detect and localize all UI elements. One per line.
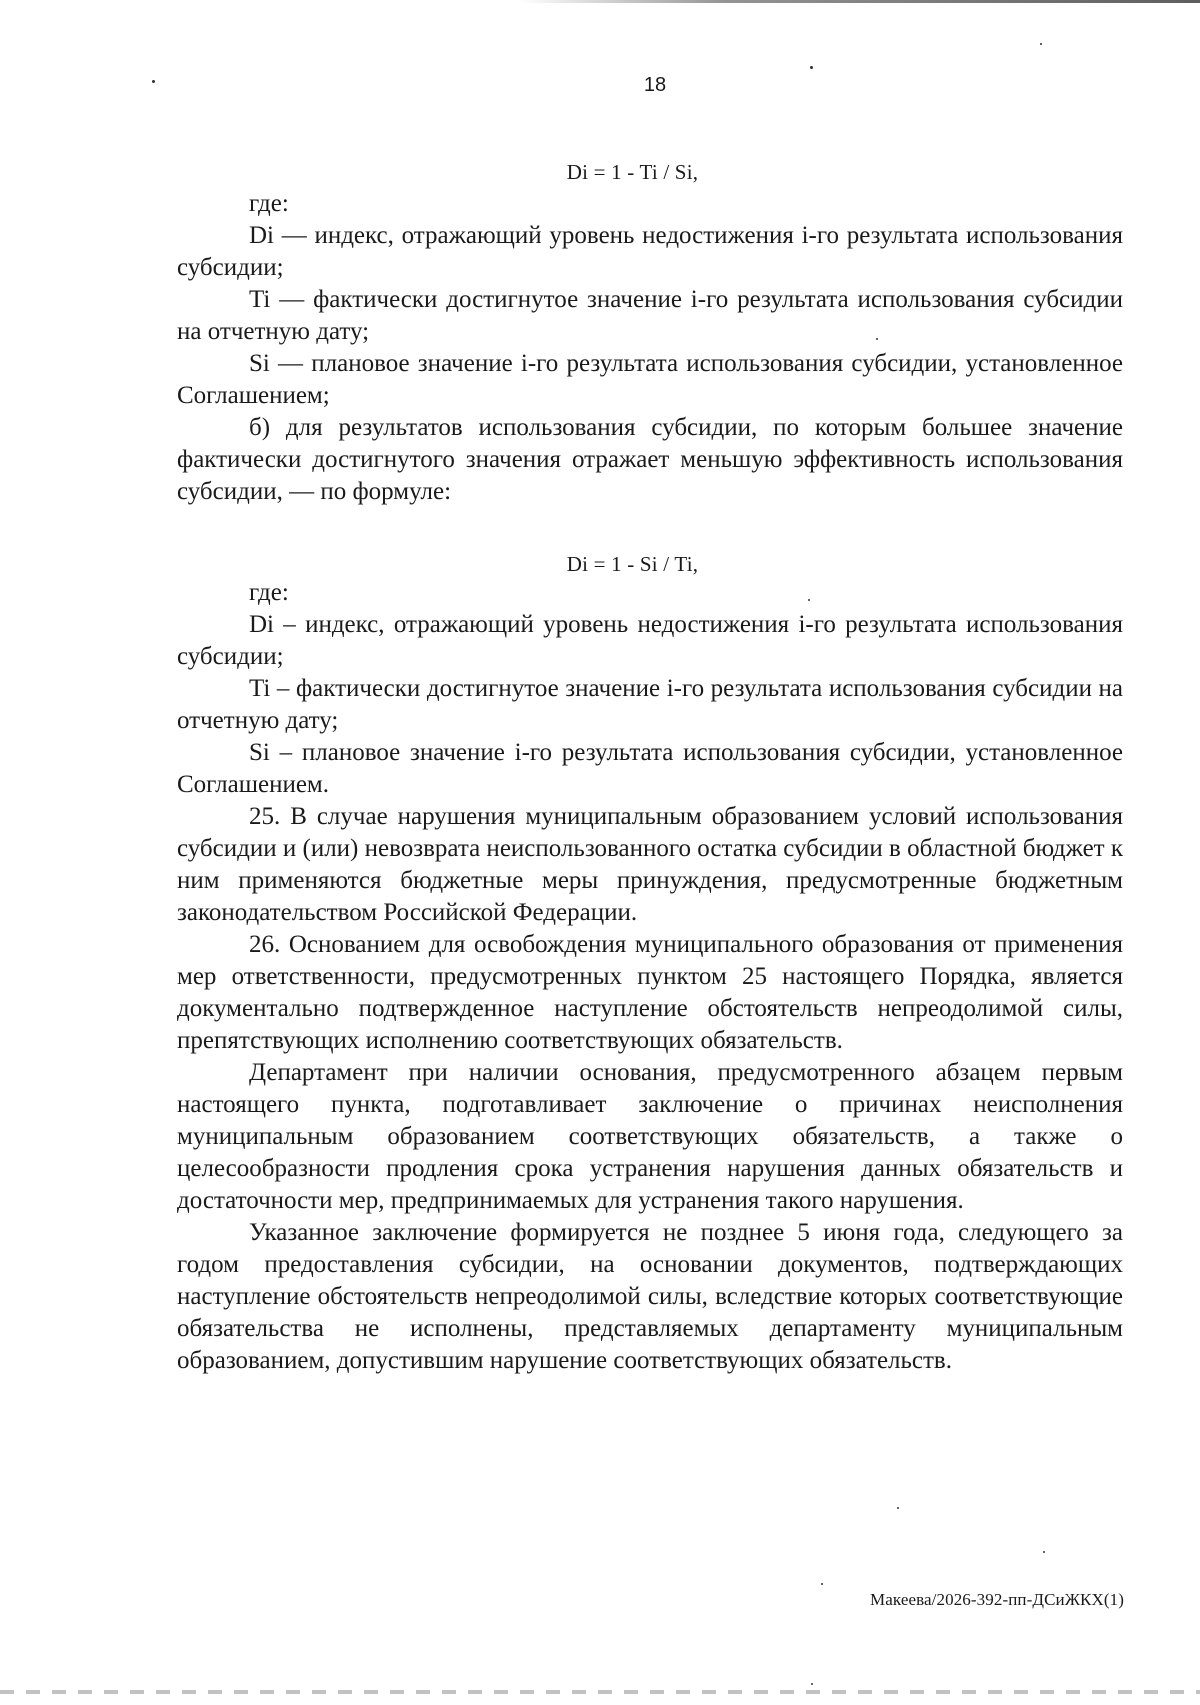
paragraph-si-definition: Si — плановое значение i-го результата использования субсидии, установленное Соглашением; (177, 350, 1123, 409)
paragraph-item-26: 26. Основанием для освобождения муниципального образования от применения мер ответственности, предусмотренных пунктом 25 настоящего Порядка, является документально подтвержденное наступление обстоятельств непреодолимой силы, препятствующих исполнению соответствующих обязательств. (177, 931, 1123, 1054)
text-block-1 (177, 188, 1123, 508)
paragraph-si-definition: Si – плановое значение i-го результата использования субсидии, установленное Соглашением. (177, 739, 1123, 798)
scan-edge-bottom (0, 1690, 1200, 1694)
paragraph-item-25: 25. В случае нарушения муниципальным образованием условий использования субсидии и (или) невозврата неиспользованного остатка субсидии в областной бюджет к ним применяются бюджетные меры принуждения, предусмотренные бюджетным законодательством Российской Федерации. (177, 803, 1124, 926)
paragraph-department-conclusion: Департамент при наличии основания, предусмотренного абзацем первым настоящего пункта, подготавливает заключение о причинах неисполнения муниципальным образованием соответствующих обязательств, а также о целесообразности продления срока устранения нарушения данных обязательств и достаточности мер, предпринимаемых для устранения такого нарушения. (177, 1059, 1123, 1214)
scan-speck (897, 1507, 899, 1509)
paragraph-di-definition: Di — индекс, отражающий уровень недостижения i-го результата использования субсидии; (177, 222, 1123, 281)
formula-di-si-ti: Di = 1 - Si / Ti, (566, 552, 699, 576)
paragraph-conclusion-deadline: Указанное заключение формируется не позднее 5 июня года, следующего за годом предоставления субсидии, на основании документов, подтверждающих наступление обстоятельств непреодолимой силы, вследствие которых соответствующие обязательства не исполнены, представляемых департаменту муниципальным образованием, допустившим нарушение соответствующих обязательств. (177, 1219, 1123, 1374)
scan-speck (821, 1583, 823, 1585)
paragraph-ti-definition: Ti — фактически достигнутое значение i-го результата использования субсидии на отчетную дату; (177, 286, 1123, 345)
paragraph-di-definition: Di – индекс, отражающий уровень недостижения i-го результата использования субсидии; (177, 611, 1123, 670)
paragraph-where: где: (249, 579, 289, 606)
scan-speck (810, 66, 813, 69)
document-code: Макеева/2026-392-пп-ДСиЖКХ(1) (870, 1590, 1124, 1609)
scan-speck (811, 1683, 813, 1685)
scan-edge-top (520, 0, 1200, 3)
paragraph-ti-definition: Ti – фактически достигнутое значение i-го результата использования субсидии на отчетную дату; (177, 675, 1123, 734)
formula-di-ti-si: Di = 1 - Ti / Si, (566, 160, 699, 184)
page-number: 18 (643, 74, 667, 96)
paragraph-item-b: б) для результатов использования субсидии, по которым большее значение фактически достигнутого значения отражает меньшую эффективность использования субсидии, — по формуле: (177, 414, 1123, 505)
scan-speck (1043, 1551, 1045, 1553)
text-block-2 (177, 577, 1123, 1377)
paragraph-where: где: (249, 190, 289, 217)
scan-speck (1040, 43, 1042, 45)
